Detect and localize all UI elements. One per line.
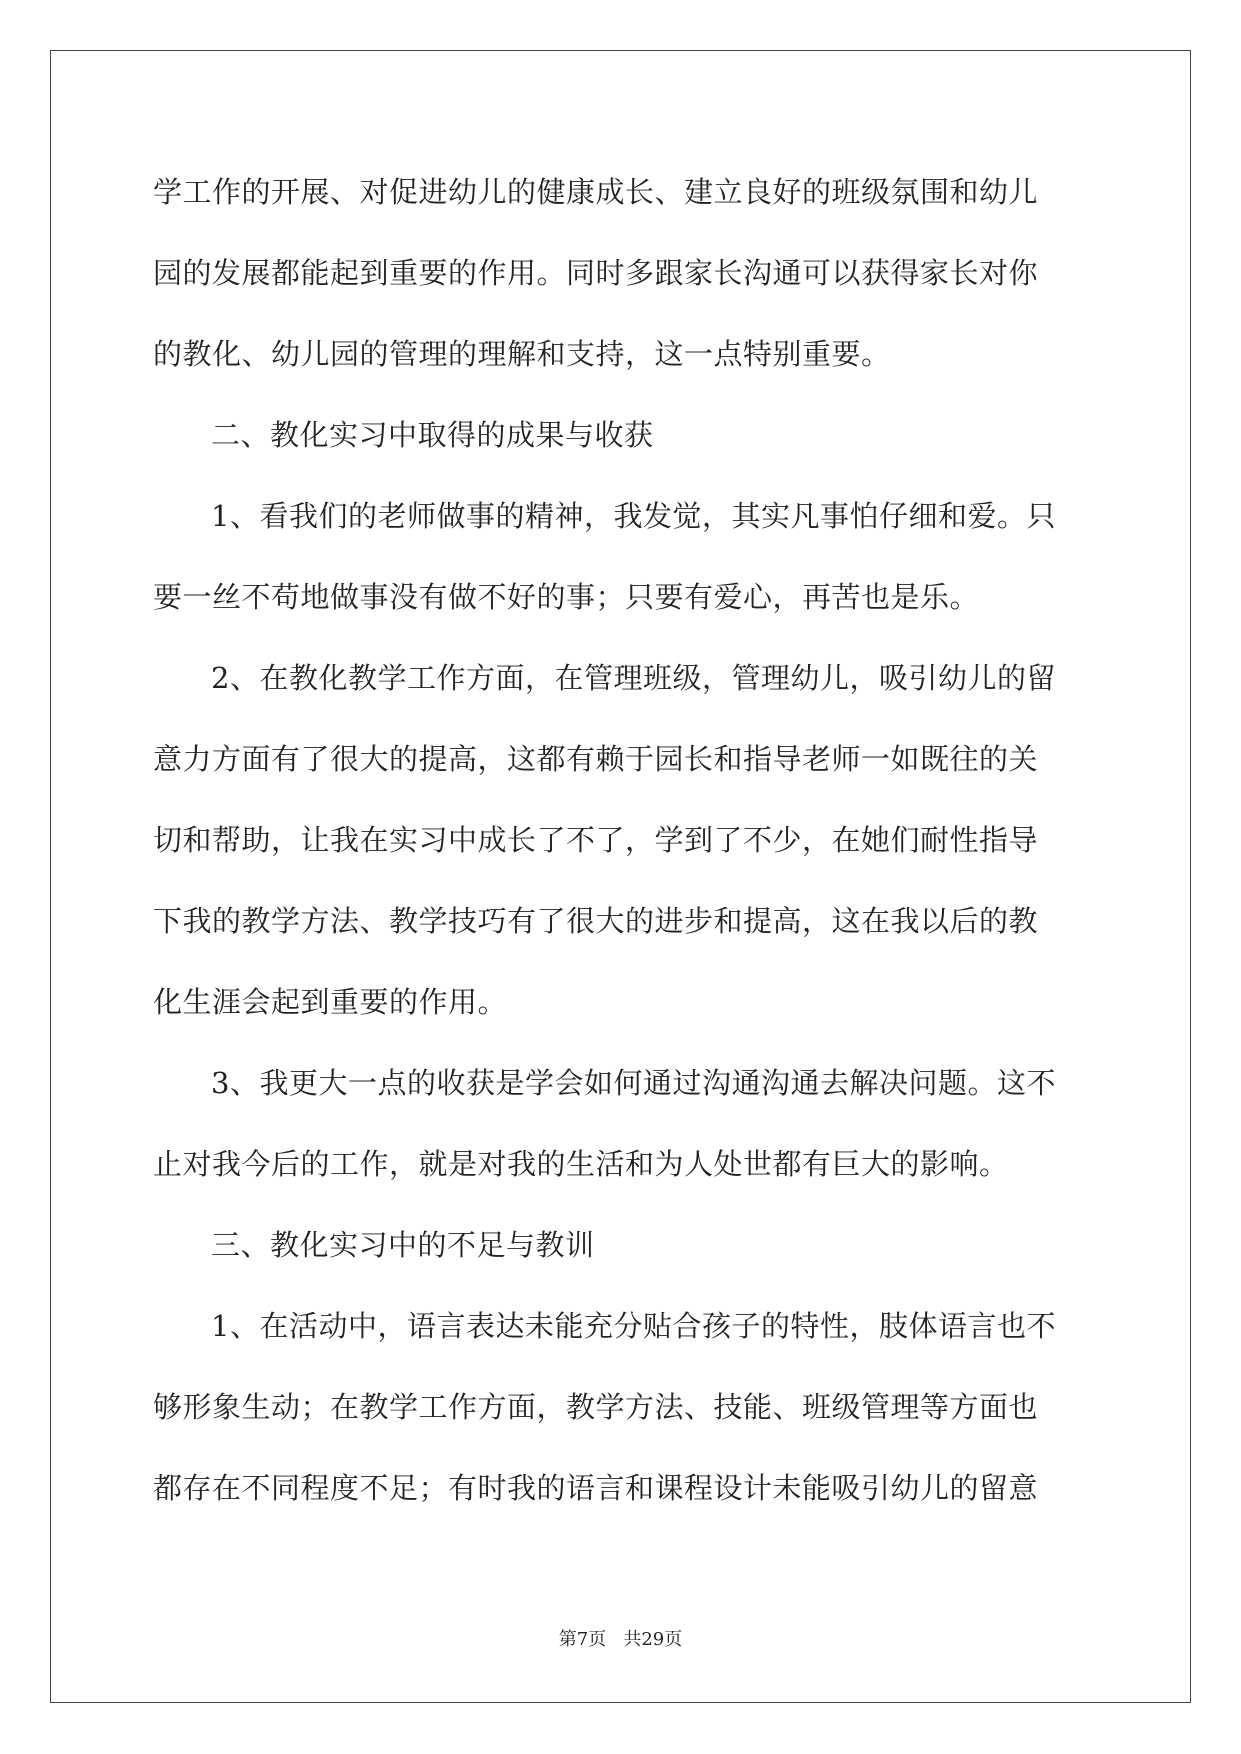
text-line: 1、在活动中，语言表达未能充分贴合孩子的特性，肢体语言也不 bbox=[211, 1309, 1056, 1343]
page-number: 第7页 bbox=[558, 1629, 607, 1650]
section-heading: 二、教化实习中取得的成果与收获 bbox=[211, 418, 654, 452]
section-heading: 三、教化实习中的不足与教训 bbox=[211, 1228, 595, 1262]
text-line: 止对我今后的工作，就是对我的生活和为人处世都有巨大的影响。 bbox=[153, 1147, 1009, 1181]
text-line: 3、我更大一点的收获是学会如何通过沟通沟通去解决问题。这不 bbox=[211, 1066, 1056, 1100]
text-line: 要一丝不苟地做事没有做不好的事；只要有爱心，再苦也是乐。 bbox=[153, 580, 980, 614]
text-line: 2、在教化教学工作方面，在管理班级，管理幼儿，吸引幼儿的留 bbox=[211, 661, 1056, 695]
text-line: 切和帮助，让我在实习中成长了不了，学到了不少，在她们耐性指导 bbox=[153, 823, 1039, 857]
text-line: 的教化、幼儿园的管理的理解和支持，这一点特别重要。 bbox=[153, 337, 891, 371]
text-line: 够形象生动；在教学工作方面，教学方法、技能、班级管理等方面也 bbox=[153, 1390, 1039, 1424]
page-border bbox=[50, 50, 1191, 1703]
text-line: 1、看我们的老师做事的精神，我发觉，其实凡事怕仔细和爱。只 bbox=[211, 499, 1056, 533]
text-line: 下我的教学方法、教学技巧有了很大的进步和提高，这在我以后的教 bbox=[153, 904, 1039, 938]
text-line: 都存在不同程度不足；有时我的语言和课程设计未能吸引幼儿的留意 bbox=[153, 1471, 1039, 1505]
page-footer bbox=[0, 1625, 1241, 1651]
text-line: 园的发展都能起到重要的作用。同时多跟家长沟通可以获得家长对你 bbox=[153, 256, 1039, 290]
text-line: 化生涯会起到重要的作用。 bbox=[153, 985, 508, 1019]
text-line: 学工作的开展、对促进幼儿的健康成长、建立良好的班级氛围和幼儿 bbox=[153, 175, 1039, 209]
text-line: 意力方面有了很大的提高，这都有赖于园长和指导老师一如既往的关 bbox=[153, 742, 1039, 776]
page-total: 共29页 bbox=[623, 1629, 683, 1650]
